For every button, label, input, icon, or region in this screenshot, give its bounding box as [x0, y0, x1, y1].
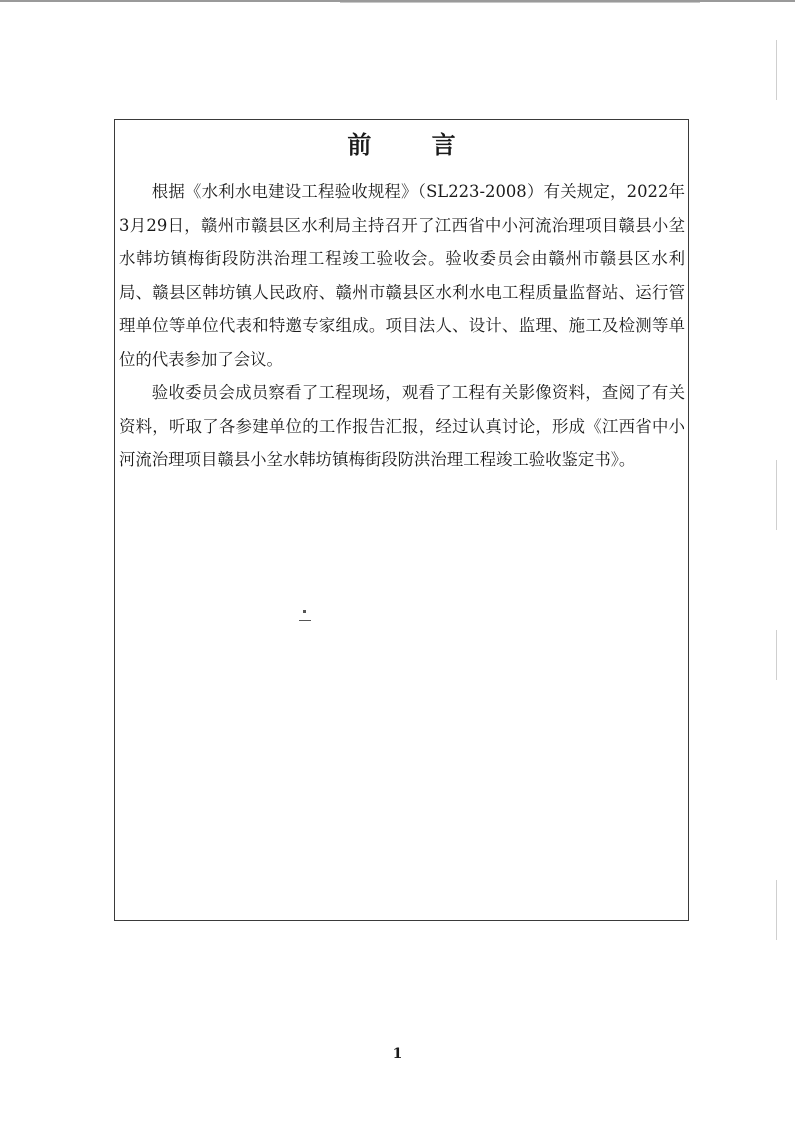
- page-number: 1: [392, 1046, 403, 1062]
- paragraph-2: 验收委员会成员察看了工程现场，观看了工程有关影像资料，查阅了有关资料，听取了各参建单位的工作报告汇报，经过认真讨论，形成《江西省中小河流治理项目赣县小坌水韩坊镇梅街段防洪治理工程竣工验收鉴定书》。: [119, 383, 685, 469]
- scan-mark: [303, 610, 306, 613]
- page-title: 前 言: [347, 130, 482, 159]
- margin-artifact: [776, 40, 777, 100]
- scan-top-rule-secondary: [340, 2, 700, 3]
- content-frame: [114, 119, 689, 921]
- margin-artifact: [776, 880, 777, 940]
- paragraph-1: 根据《水利水电建设工程验收规程》（SL223-2008）有关规定，2022年3月29日，赣州市赣县区水利局主持召开了江西省中小河流治理项目赣县小坌水韩坊镇梅街段防洪治理工程竣工验收会。验收委员会由赣州市赣县区水利局、赣县区韩坊镇人民政府、赣州市赣县区水利水电工程质量监督站、运行管理单位等单位代表和特邀专家组成。项目法人、设计、监理、施工及检测等单位的代表参加了会议。: [119, 182, 685, 369]
- body-text: [119, 175, 685, 477]
- scan-mark: [299, 620, 311, 621]
- margin-artifact: [776, 460, 777, 530]
- margin-artifact: [776, 630, 777, 680]
